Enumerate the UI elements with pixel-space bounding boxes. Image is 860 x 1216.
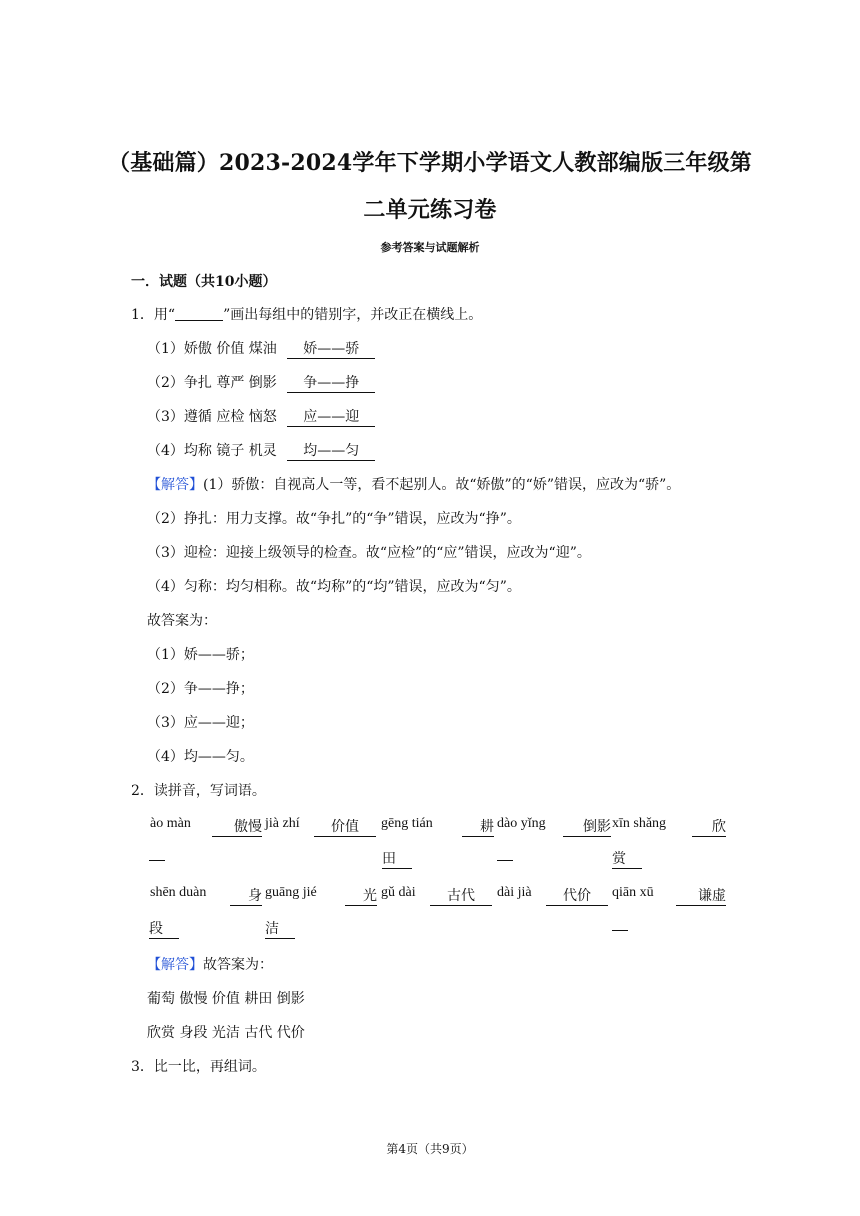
q1-stem-blank [175, 306, 223, 321]
q2-row2-wrap-2: 洁 [265, 918, 295, 939]
q2-stem: 2．读拼音，写词语。 [131, 783, 266, 799]
q1-item-words: （1）娇傲 价值 煤油 [147, 341, 277, 357]
q1-item-4 [147, 440, 375, 461]
q2-answer-3: 耕 [462, 816, 494, 837]
q1-exp1-text: (1）骄傲：自视高人一等，看不起别人。故“娇傲”的“娇”错误，应改为“骄”。 [203, 477, 681, 493]
page-footer: 第4页（共9页） [386, 1142, 474, 1156]
q2-pinyin-5: xīn shǎng [612, 816, 667, 831]
q1-explanation-4: （4）匀称：均匀相称。故“均称”的“均”错误，应改为“匀”。 [147, 579, 521, 595]
q2-row1-wrap-underline-2 [497, 860, 513, 861]
q1-stem [131, 304, 482, 324]
q2-answer-line-1: 葡萄 傲慢 价值 耕田 倒影 [147, 991, 305, 1007]
q2-answer-2: 价值 [314, 816, 376, 837]
q1-summary-3: （3）应——迎； [147, 715, 254, 731]
q2-answer-6: 身 [230, 885, 262, 906]
q1-item-answer: 娇——骄 [287, 340, 375, 359]
q1-item-words: （4）均称 镜子 机灵 [147, 443, 277, 459]
q2-pinyin-3: gēng tián [381, 816, 433, 831]
q2-answer-9: 代价 [546, 885, 608, 906]
q2-pinyin-7: guāng jié [265, 885, 317, 900]
q1-item-words: （3）遵循 应检 恼怒 [147, 409, 277, 425]
q2-row1-wrap-2: 赏 [612, 848, 642, 869]
doc-title-line2: 二单元练习卷 [363, 197, 497, 223]
q1-item-answer: 均——匀 [287, 442, 375, 461]
q1-item-answer: 应——迎 [287, 408, 375, 427]
doc-title-line1: （基础篇）2023-2024学年下学期小学语文人教部编版三年级第 [108, 150, 752, 176]
q2-row2-wrap-underline [612, 930, 628, 931]
q1-explanation-1 [147, 474, 680, 494]
answer-tag: 【解答】 [147, 957, 203, 973]
section-heading: 一．试题（共10小题） [131, 274, 277, 290]
q3-stem: 3．比一比，再组词。 [131, 1059, 266, 1075]
q2-explanation [147, 954, 273, 974]
q2-row1-wrap-1: 田 [382, 848, 412, 869]
q2-row1-wrap-underline-1 [149, 860, 165, 861]
q2-row2-wrap-1: 段 [149, 918, 179, 939]
q2-pinyin-10: qiān xū [612, 885, 654, 900]
q2-pinyin-4: dào yǐng [497, 816, 546, 831]
q2-answer-10: 谦虚 [676, 885, 726, 906]
q2-answer-5: 欣 [692, 816, 726, 837]
q1-item-2 [147, 372, 375, 393]
q1-summary-2: （2）争——挣； [147, 681, 254, 697]
q2-answer-7: 光 [345, 885, 377, 906]
q2-answer-label: 故答案为： [203, 957, 273, 973]
q2-answer-line-2: 欣赏 身段 光洁 古代 代价 [147, 1025, 305, 1041]
q2-pinyin-8: gǔ dài [381, 885, 416, 900]
q1-stem-part-a: 1．用“ [131, 307, 176, 323]
q2-pinyin-1: ào màn [150, 816, 191, 831]
q1-explanation-3: （3）迎检：迎接上级领导的检查。故“应检”的“应”错误，应改为“迎”。 [147, 545, 591, 561]
q1-summary-1: （1）娇——骄； [147, 647, 254, 663]
q1-item-3 [147, 406, 375, 427]
q1-summary-4: （4）均——匀。 [147, 749, 254, 765]
doc-subtitle: 参考答案与试题解析 [380, 241, 480, 254]
q1-summary-label: 故答案为： [147, 613, 217, 629]
q1-item-answer: 争——挣 [287, 374, 375, 393]
q1-explanation-2: （2）挣扎：用力支撑。故“争扎”的“争”错误，应改为“挣”。 [147, 511, 521, 527]
q2-answer-1: 傲慢 [212, 816, 262, 837]
q2-pinyin-6: shēn duàn [150, 885, 207, 900]
q2-pinyin-9: dài jià [497, 885, 532, 900]
q2-answer-8: 古代 [430, 885, 492, 906]
q2-answer-4: 倒影 [563, 816, 611, 837]
q2-pinyin-2: jià zhí [265, 816, 300, 831]
q1-item-words: （2）争扎 尊严 倒影 [147, 375, 277, 391]
q1-stem-part-b: ”画出每组中的错别字，并改正在横线上。 [223, 307, 483, 323]
answer-tag: 【解答】 [147, 477, 203, 493]
q1-item-1 [147, 338, 375, 359]
